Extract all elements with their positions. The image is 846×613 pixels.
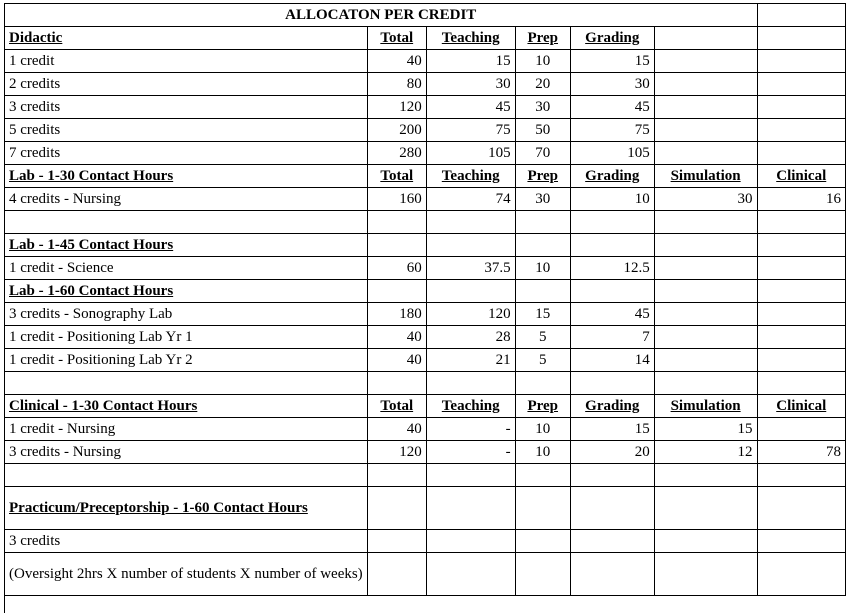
cell-teaching: 28 xyxy=(426,326,515,349)
row-label: 1 credit - Positioning Lab Yr 1 xyxy=(5,326,368,349)
cell-teaching: 21 xyxy=(426,349,515,372)
didactic-header-row xyxy=(5,27,846,50)
spacer-row xyxy=(5,211,846,234)
cell-grading: 30 xyxy=(570,73,654,96)
cell-total: 40 xyxy=(367,326,426,349)
row-label: 3 credits - Nursing xyxy=(5,441,368,464)
cell-simulation: 12 xyxy=(654,441,757,464)
cell-clinical: 78 xyxy=(757,441,846,464)
cell-teaching: 45 xyxy=(426,96,515,119)
row-label: 2 credits xyxy=(5,73,368,96)
table-row xyxy=(5,349,846,372)
cell-teaching: - xyxy=(426,441,515,464)
col-header-grading: Grading xyxy=(570,165,654,188)
row-label: 5 credits xyxy=(5,119,368,142)
row-label: 4 credits - Nursing xyxy=(5,188,368,211)
section-heading: Didactic xyxy=(5,27,368,50)
section-heading: Clinical - 1-30 Contact Hours xyxy=(5,395,368,418)
table-row xyxy=(5,418,846,441)
cell-grading: 75 xyxy=(570,119,654,142)
table-row xyxy=(5,441,846,464)
cell-prep: 5 xyxy=(515,326,570,349)
table-row xyxy=(5,188,846,211)
cell-teaching: 120 xyxy=(426,303,515,326)
col-header-prep: Prep xyxy=(515,27,570,50)
section-heading: Lab - 1-30 Contact Hours xyxy=(5,165,368,188)
cell-total: 200 xyxy=(367,119,426,142)
cell-total: 40 xyxy=(367,349,426,372)
col-header-total: Total xyxy=(367,27,426,50)
col-header-simulation: Simulation xyxy=(654,395,757,418)
section-heading: Lab - 1-60 Contact Hours xyxy=(5,280,368,303)
col-header-prep: Prep xyxy=(515,395,570,418)
cell-prep: 10 xyxy=(515,50,570,73)
col-header-clinical: Clinical xyxy=(757,165,846,188)
lab60-header-row xyxy=(5,280,846,303)
row-label: 7 credits xyxy=(5,142,368,165)
cell-total: 40 xyxy=(367,418,426,441)
cell-prep: 10 xyxy=(515,441,570,464)
cell-grading: 105 xyxy=(570,142,654,165)
cell-total: 80 xyxy=(367,73,426,96)
cell-simulation: 15 xyxy=(654,418,757,441)
cell-prep: 30 xyxy=(515,96,570,119)
cell-teaching: 15 xyxy=(426,50,515,73)
cell-clinical xyxy=(757,418,846,441)
col-header-total: Total xyxy=(367,165,426,188)
cell-simulation: 30 xyxy=(654,188,757,211)
cell-teaching: 30 xyxy=(426,73,515,96)
cell-clinical: 16 xyxy=(757,188,846,211)
cell-prep: 15 xyxy=(515,303,570,326)
cell-teaching: 75 xyxy=(426,119,515,142)
cell-grading: 14 xyxy=(570,349,654,372)
section-heading: Lab - 1-45 Contact Hours xyxy=(5,234,368,257)
cell-grading: 15 xyxy=(570,50,654,73)
practicum-header-row xyxy=(5,487,846,530)
clinical30-header-row xyxy=(5,395,846,418)
cell-prep: 30 xyxy=(515,188,570,211)
cell-teaching: 37.5 xyxy=(426,257,515,280)
cell-grading: 15 xyxy=(570,418,654,441)
cell-total: 120 xyxy=(367,96,426,119)
table-row xyxy=(5,326,846,349)
table-row xyxy=(5,73,846,96)
cell-prep: 5 xyxy=(515,349,570,372)
title-row xyxy=(5,4,846,27)
cell-teaching: 74 xyxy=(426,188,515,211)
cell-total: 40 xyxy=(367,50,426,73)
cell-grading: 12.5 xyxy=(570,257,654,280)
row-label: 1 credit - Science xyxy=(5,257,368,280)
col-header-grading: Grading xyxy=(570,27,654,50)
cell-total: 60 xyxy=(367,257,426,280)
cell-prep: 50 xyxy=(515,119,570,142)
col-header-simulation: Simulation xyxy=(654,165,757,188)
section-heading: Practicum/Preceptorship - 1-60 Contact Hours xyxy=(5,487,368,530)
cell-grading: 45 xyxy=(570,303,654,326)
cell-grading: 20 xyxy=(570,441,654,464)
col-header-prep: Prep xyxy=(515,165,570,188)
cell-prep: 10 xyxy=(515,418,570,441)
table-continuation-border xyxy=(4,596,5,613)
table-row xyxy=(5,553,846,596)
spacer-row xyxy=(5,372,846,395)
cell-total: 280 xyxy=(367,142,426,165)
cell-teaching: 105 xyxy=(426,142,515,165)
lab30-header-row xyxy=(5,165,846,188)
allocation-table xyxy=(4,3,846,596)
row-label: 1 credit xyxy=(5,50,368,73)
row-label: 3 credits xyxy=(5,96,368,119)
col-header-teaching: Teaching xyxy=(426,165,515,188)
table-row xyxy=(5,142,846,165)
cell-total: 180 xyxy=(367,303,426,326)
table-row xyxy=(5,119,846,142)
practicum-note: (Oversight 2hrs X number of students X number of weeks) xyxy=(5,553,368,596)
col-header-teaching: Teaching xyxy=(426,395,515,418)
table-title: ALLOCATON PER CREDIT xyxy=(5,4,758,27)
cell-grading: 45 xyxy=(570,96,654,119)
col-header-clinical: Clinical xyxy=(757,395,846,418)
cell-grading: 7 xyxy=(570,326,654,349)
table-row xyxy=(5,303,846,326)
table-row xyxy=(5,257,846,280)
row-label: 1 credit - Nursing xyxy=(5,418,368,441)
cell-total: 160 xyxy=(367,188,426,211)
table-row xyxy=(5,50,846,73)
cell-prep: 70 xyxy=(515,142,570,165)
row-label: 3 credits - Sonography Lab xyxy=(5,303,368,326)
cell-total: 120 xyxy=(367,441,426,464)
cell-prep: 20 xyxy=(515,73,570,96)
cell-prep: 10 xyxy=(515,257,570,280)
row-label: 1 credit - Positioning Lab Yr 2 xyxy=(5,349,368,372)
col-header-teaching: Teaching xyxy=(426,27,515,50)
row-label: 3 credits xyxy=(5,530,368,553)
col-header-total: Total xyxy=(367,395,426,418)
empty-cell xyxy=(757,4,846,27)
lab45-header-row xyxy=(5,234,846,257)
spacer-row xyxy=(5,464,846,487)
table-row xyxy=(5,530,846,553)
cell-teaching: - xyxy=(426,418,515,441)
cell-grading: 10 xyxy=(570,188,654,211)
table-row xyxy=(5,96,846,119)
col-header-grading: Grading xyxy=(570,395,654,418)
